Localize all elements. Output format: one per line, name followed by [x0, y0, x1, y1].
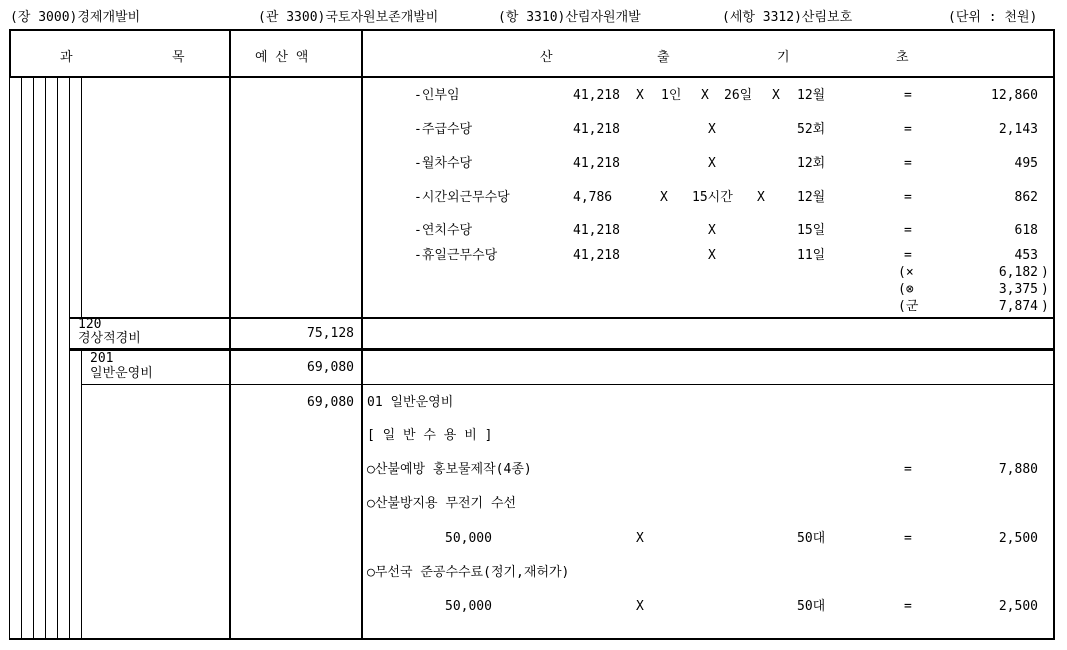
detail-equals: =: [904, 599, 912, 614]
budget-header: 예 산 액: [255, 50, 309, 65]
calc-equals: =: [904, 122, 912, 137]
calc-equals: =: [904, 190, 912, 205]
detail-budget: 69,080: [307, 395, 354, 410]
row-120-top: [69, 317, 1055, 319]
table-right-border: [1053, 29, 1055, 640]
detail-title: 01 일반운영비: [367, 395, 454, 410]
source-close: ): [1041, 265, 1049, 280]
calc-multiplier: 26일: [724, 88, 753, 103]
calc-unit-price: 41,218: [573, 223, 620, 238]
sehang-heading: (세항 3312)산림보호: [722, 10, 853, 25]
calc-amount: 618: [1014, 223, 1038, 238]
calc-item-name: -시간외근무수당: [414, 190, 510, 205]
calc-multiplier: 1인: [661, 88, 682, 103]
calc-item-name: -연치수당: [414, 223, 473, 238]
item-201-name: 일반운영비: [90, 366, 153, 381]
calc-multiplier: 12월: [797, 190, 826, 205]
calc-item-name: -월차수당: [414, 156, 473, 171]
table-left-border: [9, 29, 11, 78]
hierarchy-bar: [81, 78, 82, 318]
item-120-code: 120: [78, 317, 102, 332]
calc-amount: 12,860: [991, 88, 1038, 103]
calc-multiply: X: [757, 190, 765, 205]
calc-amount: 453: [1014, 248, 1038, 263]
calc-item-name: -휴일근무수당: [414, 248, 498, 263]
source-amount: 7,874: [998, 299, 1038, 314]
item-120-name: 경상적경비: [78, 331, 141, 346]
source-label: (군: [898, 299, 919, 314]
basis-header-2: 출: [657, 50, 670, 65]
detail-unit-price: 50,000: [445, 531, 492, 546]
calc-unit-price: 41,218: [573, 122, 620, 137]
detail-line-name: ○산불방지용 무전기 수선: [367, 496, 517, 511]
header-bottom-border: [9, 76, 1055, 78]
detail-qty: 50대: [797, 531, 826, 546]
detail-subtitle: [ 일 반 수 용 비 ]: [367, 428, 493, 443]
calc-amount: 495: [1014, 156, 1038, 171]
calc-multiply: X: [701, 88, 709, 103]
calc-multiplier: 15시간: [692, 190, 733, 205]
source-close: ): [1041, 282, 1049, 297]
hierarchy-bar: [81, 350, 82, 640]
calc-equals: =: [904, 223, 912, 238]
detail-multiply: X: [636, 531, 644, 546]
calc-item-name: -주급수당: [414, 122, 473, 137]
detail-amount: 7,880: [998, 462, 1038, 477]
calc-multiplier: 11일: [797, 248, 826, 263]
calc-amount: 2,143: [998, 122, 1038, 137]
calc-multiply: X: [708, 156, 716, 171]
calc-equals: =: [904, 88, 912, 103]
hierarchy-bar: [33, 78, 34, 640]
calc-multiply: X: [708, 248, 716, 263]
budget-col-left-border: [229, 29, 231, 640]
basis-col-left-border: [361, 29, 363, 640]
calc-multiplier: 52회: [797, 122, 826, 137]
hierarchy-bar: [69, 78, 70, 640]
row-120-bottom: [69, 348, 1055, 351]
calc-multiply: X: [636, 88, 644, 103]
source-close: ): [1041, 299, 1049, 314]
basis-header-1: 산: [540, 50, 553, 65]
item-201-budget: 69,080: [307, 360, 354, 375]
source-label: (⊗: [898, 282, 914, 297]
hang-heading: (항 3310)산림자원개발: [498, 10, 641, 25]
calc-equals: =: [904, 248, 912, 263]
calc-amount: 862: [1014, 190, 1038, 205]
detail-line-name: ○산불예방 홍보물제작(4종): [367, 462, 532, 477]
table-top-border: [9, 29, 1055, 31]
subject-header-a: 과: [60, 50, 73, 65]
detail-amount: 2,500: [998, 531, 1038, 546]
hierarchy-bar: [21, 78, 22, 640]
hierarchy-bar: [45, 78, 46, 640]
item-120-budget: 75,128: [307, 326, 354, 341]
hierarchy-bar: [57, 78, 58, 640]
row-201-bottom: [81, 384, 1055, 385]
calc-item-name: -인부임: [414, 88, 460, 103]
unit-label: (단위 : 천원): [948, 10, 1038, 25]
calc-unit-price: 4,786: [573, 190, 613, 205]
source-label: (×: [898, 265, 914, 280]
calc-multiply: X: [708, 122, 716, 137]
table-bottom-border: [9, 638, 1055, 640]
detail-amount: 2,500: [998, 599, 1038, 614]
item-201-code: 201: [90, 351, 114, 366]
basis-header-3: 기: [777, 50, 790, 65]
calc-equals: =: [904, 156, 912, 171]
calc-unit-price: 41,218: [573, 248, 620, 263]
detail-equals: =: [904, 462, 912, 477]
detail-unit-price: 50,000: [445, 599, 492, 614]
calc-multiplier: 12회: [797, 156, 826, 171]
source-amount: 6,182: [998, 265, 1038, 280]
calc-unit-price: 41,218: [573, 156, 620, 171]
detail-qty: 50대: [797, 599, 826, 614]
calc-unit-price: 41,218: [573, 88, 620, 103]
source-amount: 3,375: [998, 282, 1038, 297]
calc-multiply: X: [772, 88, 780, 103]
calc-multiply: X: [708, 223, 716, 238]
calc-multiplier: 12월: [797, 88, 826, 103]
calc-multiplier: 15일: [797, 223, 826, 238]
basis-header-4: 초: [896, 50, 909, 65]
subject-header-b: 목: [172, 50, 185, 65]
detail-multiply: X: [636, 599, 644, 614]
detail-line-name: ○무선국 준공수수료(정기,재허가): [367, 565, 570, 580]
detail-equals: =: [904, 531, 912, 546]
gwan-heading: (관 3300)국토자원보존개발비: [258, 10, 439, 25]
hierarchy-bar: [9, 78, 10, 640]
jang-heading: (장 3000)경제개발비: [10, 10, 141, 25]
calc-multiply: X: [660, 190, 668, 205]
